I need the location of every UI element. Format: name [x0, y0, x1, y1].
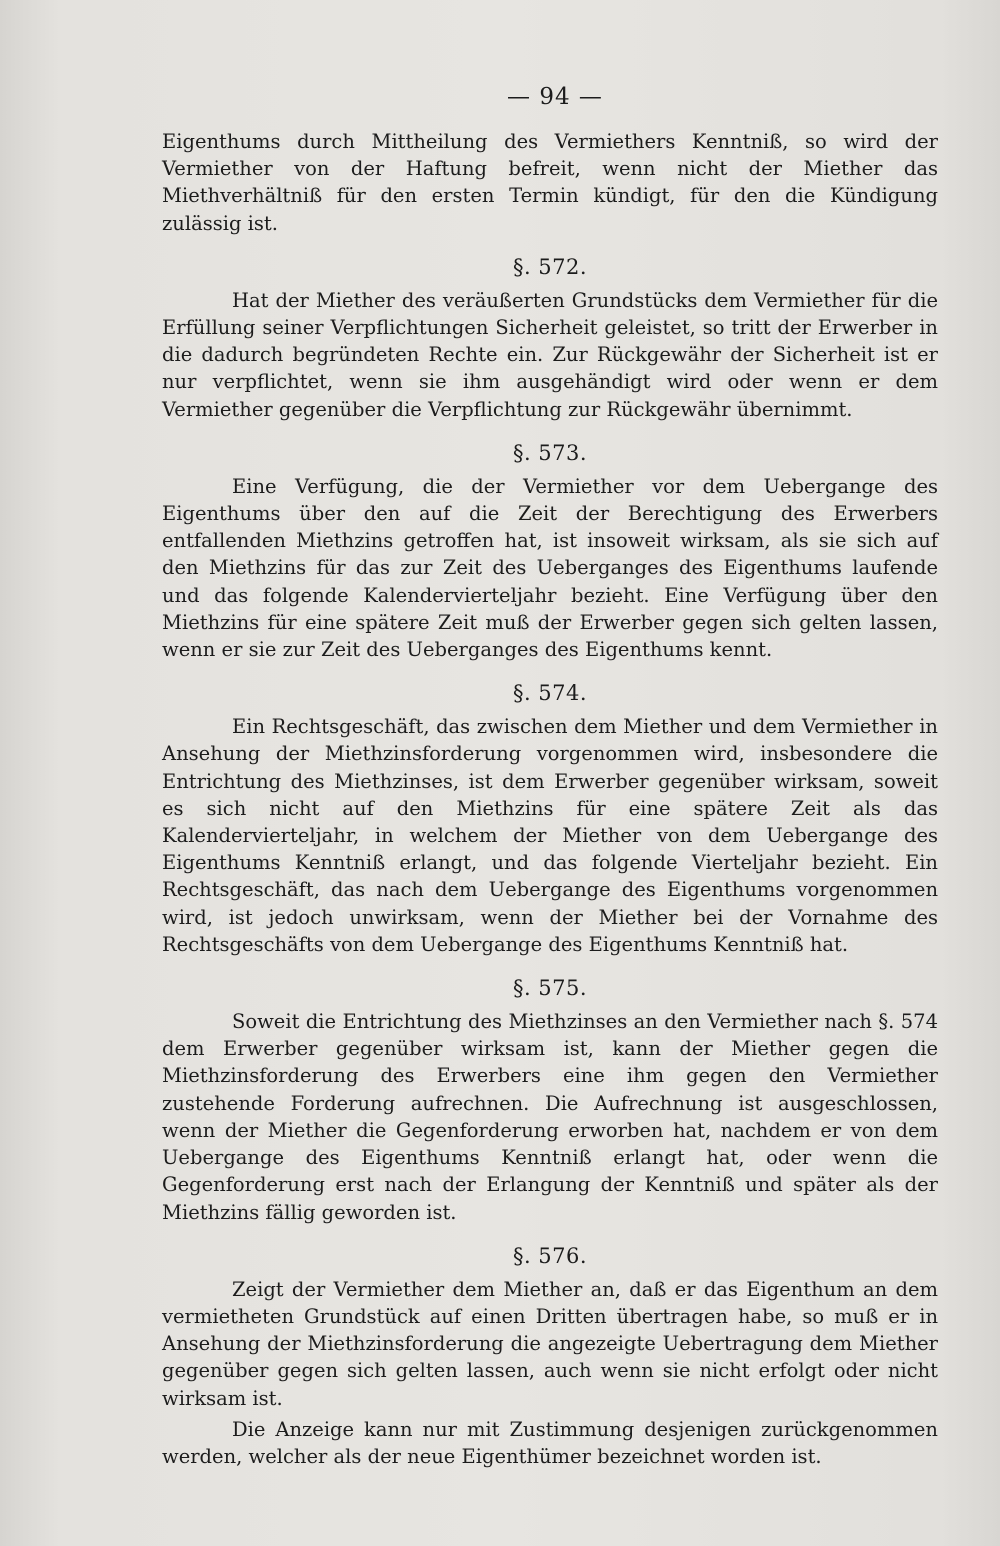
section-574: [162, 679, 938, 958]
section-573: [162, 439, 938, 663]
intro-paragraph: Eigenthums durch Mittheilung des Vermiethers Kenntniß, so wird der Vermiether von der Haftung befreit, wenn nicht der Miether das Miethverhältniß für den ersten Termin kündigt, für den die Kündigung zulässig ist.: [162, 130, 938, 235]
section-paragraph: Eine Verfügung, die der Vermiether vor dem Uebergange des Eigenthums über den auf die Zeit der Berechtigung des Erwerbers entfallenden Miethzins getroffen hat, ist insoweit wirksam, als sie sich auf den Miethzins für das zur Zeit des Ueberganges des Eigenthums laufende und das folgende Kalendervierteljahr bezieht. Eine Verfügung über den Miethzins für eine spätere Zeit muß der Erwerber gegen sich gelten lassen, wenn er sie zur Zeit des Ueberganges des Eigenthums kennt.: [162, 474, 938, 662]
section-paragraph: Ein Rechtsgeschäft, das zwischen dem Miether und dem Vermiether in Ansehung der Miethzinsforderung vorgenommen wird, insbesondere die Entrichtung des Miethzinses, ist dem Erwerber gegenüber wirksam, soweit es sich nicht auf den Miethzins für eine spätere Zeit als das Kalendervierteljahr, in welchem der Miether von dem Uebergange des Eigenthums Kenntniß erlangt, und das folgende Vierteljahr bezieht. Ein Rechtsgeschäft, das nach dem Uebergange des Eigenthums vorgenommen wird, ist jedoch unwirksam, wenn der Miether bei der Vornahme des Rechtsgeschäfts von dem Uebergange des Eigenthums Kenntniß hat.: [162, 715, 938, 956]
section-paragraph: Zeigt der Vermiether dem Miether an, daß er das Eigenthum an dem vermietheten Grundstück auf einen Dritten übertragen habe, so muß er in Ansehung der Miethzinsforderung die angezeigte Uebertragung dem Miether gegenüber gegen sich gelten lassen, auch wenn sie nicht erfolgt oder nicht wirksam ist.: [162, 1277, 938, 1410]
page-number: — 94 —: [507, 84, 603, 110]
section-paragraph: Soweit die Entrichtung des Miethzinses an den Vermiether nach §. 574 dem Erwerber gegenüber wirksam ist, kann der Miether gegen die Miethzinsforderung des Erwerbers eine ihm gegen den Vermiether zustehende Forderung aufrechnen. Die Aufrechnung ist ausgeschlossen, wenn der Miether die Gegenforderung erworben hat, nachdem er von dem Uebergange des Eigenthums Kenntniß erlangt hat, oder wenn die Gegenforderung erst nach der Erlangung der Kenntniß und später als der Miethzins fällig geworden ist.: [162, 1010, 938, 1224]
section-paragraph: Die Anzeige kann nur mit Zustimmung desjenigen zurückgenommen werden, welcher als der neue Eigenthümer bezeichnet worden ist.: [162, 1417, 938, 1468]
section-heading: §. 575.: [512, 976, 588, 1001]
section-heading: §. 573.: [512, 440, 588, 465]
section-575: [162, 974, 938, 1226]
section-576: [162, 1242, 938, 1470]
page-content: [162, 128, 938, 1470]
section-572: [162, 253, 938, 423]
section-heading: §. 576.: [512, 1243, 588, 1268]
section-heading: §. 574.: [512, 681, 588, 706]
section-heading: §. 572.: [512, 254, 588, 279]
section-paragraph: Hat der Miether des veräußerten Grundstücks dem Vermiether für die Erfüllung seiner Verpflichtungen Sicherheit geleistet, so tritt der Erwerber in die dadurch begründeten Rechte ein. Zur Rückgewähr der Sicherheit ist er nur verpflichtet, wenn sie ihm ausgehändigt wird oder wenn er dem Vermiether gegenüber die Verpflichtung zur Rückgewähr übernimmt.: [162, 288, 938, 421]
